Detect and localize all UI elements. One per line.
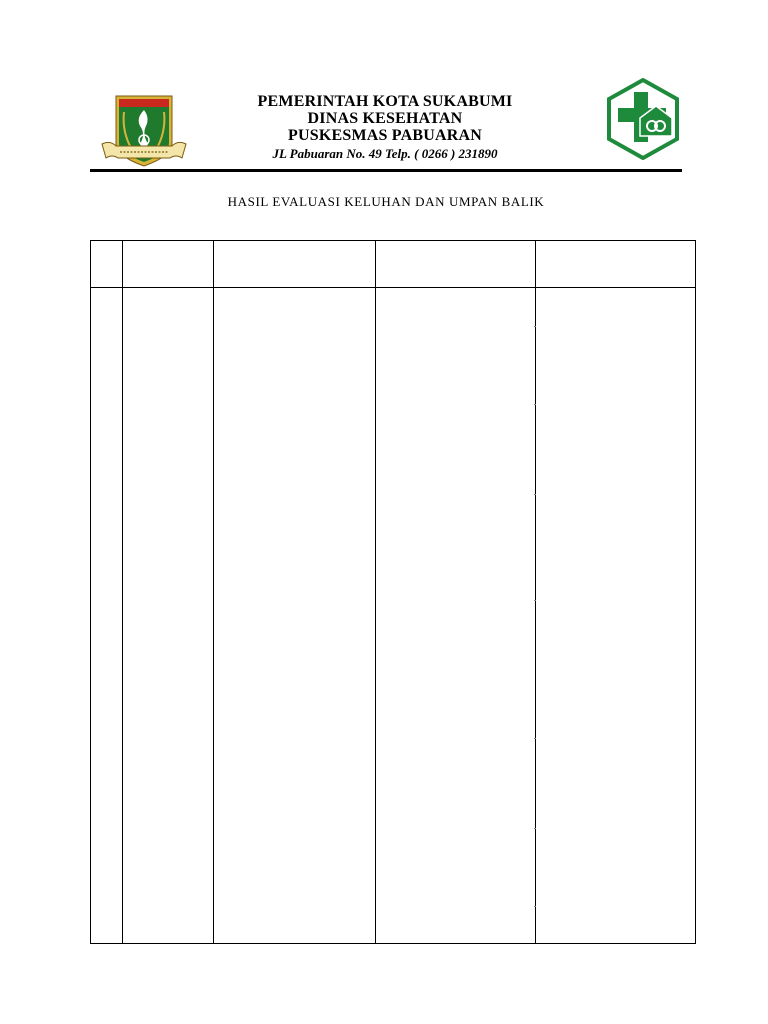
institution-address: JL Pabuaran No. 49 Telp. ( 0266 ) 231890 (272, 146, 498, 161)
department-name: DINAS KESEHATAN (307, 110, 463, 127)
table-cell[interactable] (376, 288, 536, 944)
puskesmas-cross-icon (606, 78, 680, 160)
scan-mark (534, 600, 536, 601)
document-title: HASIL EVALUASI KELUHAN DAN UMPAN BALIK (227, 194, 545, 209)
table-cell[interactable] (536, 288, 696, 944)
header-cell (376, 241, 536, 288)
scan-mark (534, 494, 536, 495)
scan-mark (534, 738, 536, 739)
letterhead (200, 93, 570, 163)
scan-mark (534, 906, 536, 907)
header-cell (536, 241, 696, 288)
scan-mark (534, 326, 536, 327)
evaluation-table (90, 240, 695, 944)
institution-name: PUSKESMAS PABUARAN (288, 127, 482, 144)
kota-sukabumi-crest-logo (100, 94, 188, 170)
header-cell (123, 241, 214, 288)
scan-mark (534, 828, 536, 829)
table-header-row (91, 241, 696, 288)
puskesmas-logo (606, 78, 680, 160)
table-row (91, 288, 696, 944)
table-cell[interactable] (123, 288, 214, 944)
header-cell (91, 241, 123, 288)
scan-mark (534, 404, 536, 405)
crest-icon (100, 94, 188, 170)
table-cell[interactable] (91, 288, 123, 944)
header-cell (214, 241, 376, 288)
letterhead-divider (90, 169, 682, 172)
table-cell[interactable] (214, 288, 376, 944)
government-name: PEMERINTAH KOTA SUKABUMI (257, 93, 513, 110)
